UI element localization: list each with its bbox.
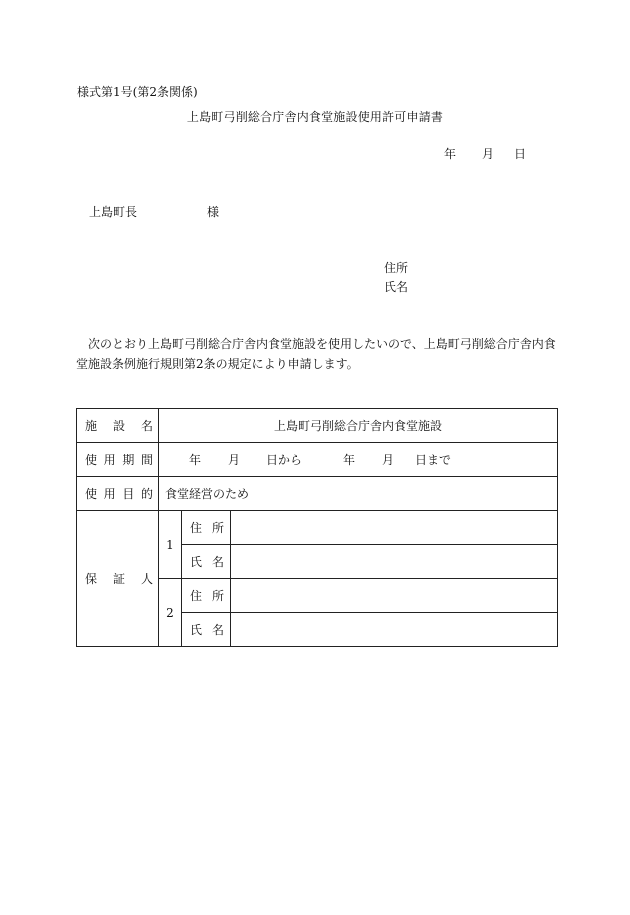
applicant-address-label: 住所 [384,261,409,275]
purpose-value: 食堂経営のため [159,477,558,511]
period-from-month: 月 [228,453,241,467]
period-from-year: 年 [189,453,202,467]
date-month-label: 月 [482,147,495,161]
facility-label: 施 設 名 [77,409,159,443]
guarantor-number: 2 [159,579,182,647]
addressee-name: 上島町長 [89,205,138,219]
guarantor-address-field[interactable] [231,579,558,613]
guarantor-name-label: 氏 名 [182,545,231,579]
purpose-label: 使用目的 [77,477,159,511]
period-from-day: 日から [266,453,303,467]
guarantor-number: 1 [159,511,182,579]
date-year-label: 年 [444,147,457,161]
guarantor-name-field[interactable] [231,613,558,647]
addressee-honorific: 様 [207,205,220,219]
period-row [77,443,558,477]
date-day-label: 日 [514,147,527,161]
period-to-day: 日まで [415,453,452,467]
guarantor-name-label: 氏 名 [182,613,231,647]
application-statement: 次のとおり上島町弓削総合庁舎内食堂施設を使用したいので、上島町弓削総合庁舎内食堂施設条例施行規則第2条の規定により申請します。 [76,337,556,371]
facility-value: 上島町弓削総合庁舎内食堂施設 [159,409,558,443]
guarantor-address-field[interactable] [231,511,558,545]
period-to-month: 月 [382,453,395,467]
guarantor-label: 保 証 人 [77,511,159,647]
period-label: 使用期間 [77,443,159,477]
guarantor-address-label: 住 所 [182,511,231,545]
period-to-year: 年 [343,453,356,467]
form-reference: 様式第1号(第2条関係) [77,85,198,99]
application-table [76,408,558,647]
period-value [159,443,558,477]
applicant-name-label: 氏名 [384,280,409,294]
guarantor-name-field[interactable] [231,545,558,579]
facility-row [77,409,558,443]
guarantor-address-label: 住 所 [182,579,231,613]
purpose-row [77,477,558,511]
guarantor-row [77,511,558,545]
document-title: 上島町弓削総合庁舎内食堂施設使用許可申請書 [186,110,444,124]
